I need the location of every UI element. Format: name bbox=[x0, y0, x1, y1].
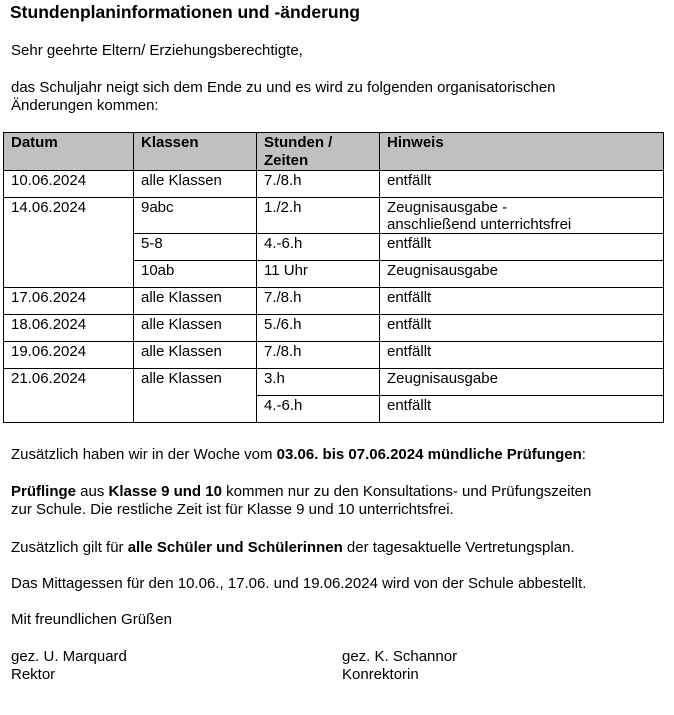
table-row bbox=[4, 198, 664, 234]
closing: Mit freundlichen Grüßen bbox=[11, 611, 172, 628]
signature-left bbox=[11, 648, 127, 684]
header-datum: Datum bbox=[4, 133, 134, 171]
header-stunden-line-2: Zeiten bbox=[264, 152, 309, 169]
pupils-bold-1: Prüflinge bbox=[11, 483, 77, 500]
substitution-suffix: der tagesaktuelle Vertretungsplan. bbox=[342, 539, 575, 556]
cell-hinweis-line-1: Zeugnisausgabe - bbox=[387, 199, 508, 216]
page-title: Stundenplaninformationen und -änderung bbox=[10, 2, 360, 22]
header-stunden bbox=[257, 133, 380, 171]
pupils-paragraph bbox=[11, 483, 591, 519]
signature-right bbox=[342, 648, 457, 684]
cell-hinweis: entfällt bbox=[380, 288, 664, 315]
substitution-bold: alle Schüler und Schülerinnen bbox=[127, 539, 343, 556]
cell-datum: 10.06.2024 bbox=[4, 171, 134, 198]
cell-hinweis: Zeugnisausgabe bbox=[380, 261, 664, 288]
header-hinweis: Hinweis bbox=[380, 133, 664, 171]
cell-hinweis: entfällt bbox=[380, 315, 664, 342]
signature-right-role: Konrektorin bbox=[342, 666, 419, 683]
exams-prefix: Zusätzlich haben wir in der Woche vom bbox=[11, 446, 277, 463]
cell-klassen: alle Klassen bbox=[134, 342, 257, 369]
intro-line-2: Änderungen kommen: bbox=[11, 97, 159, 114]
cell-stunden: 7./8.h bbox=[257, 171, 380, 198]
cell-datum: 18.06.2024 bbox=[4, 315, 134, 342]
cell-hinweis: entfällt bbox=[380, 234, 664, 261]
cell-stunden: 3.h bbox=[257, 369, 380, 396]
cell-klassen: alle Klassen bbox=[134, 369, 257, 423]
cell-hinweis bbox=[380, 198, 664, 234]
cell-datum: 19.06.2024 bbox=[4, 342, 134, 369]
cell-klassen: 5-8 bbox=[134, 234, 257, 261]
pupils-bold-2: Klasse 9 und 10 bbox=[108, 483, 222, 500]
greeting: Sehr geehrte Eltern/ Erziehungsberechtigte, bbox=[11, 42, 303, 59]
cell-hinweis: entfällt bbox=[380, 396, 664, 423]
intro-text bbox=[11, 79, 556, 115]
exams-bold: 03.06. bis 07.06.2024 mündliche Prüfungen bbox=[276, 446, 582, 463]
signature-left-name: gez. U. Marquard bbox=[11, 648, 127, 665]
table-row bbox=[4, 171, 664, 198]
intro-line-1: das Schuljahr neigt sich dem Ende zu und es wird zu folgenden organisatorischen bbox=[11, 79, 556, 96]
cell-klassen: alle Klassen bbox=[134, 288, 257, 315]
cell-hinweis: entfällt bbox=[380, 342, 664, 369]
table-row bbox=[4, 288, 664, 315]
cell-stunden: 7./8.h bbox=[257, 342, 380, 369]
table-row bbox=[4, 342, 664, 369]
cell-klassen: 10ab bbox=[134, 261, 257, 288]
exams-paragraph bbox=[11, 446, 586, 464]
cell-hinweis: entfällt bbox=[380, 171, 664, 198]
cell-stunden: 11 Uhr bbox=[257, 261, 380, 288]
cell-klassen: alle Klassen bbox=[134, 315, 257, 342]
cell-stunden: 1./2.h bbox=[257, 198, 380, 234]
table-header-row bbox=[4, 133, 664, 171]
cell-datum: 21.06.2024 bbox=[4, 369, 134, 423]
header-klassen: Klassen bbox=[134, 133, 257, 171]
cell-stunden: 7./8.h bbox=[257, 288, 380, 315]
cell-datum: 14.06.2024 bbox=[4, 198, 134, 288]
signature-left-role: Rektor bbox=[11, 666, 56, 683]
header-stunden-line-1: Stunden / bbox=[264, 134, 333, 151]
cell-klassen: 9abc bbox=[134, 198, 257, 234]
signature-right-name: gez. K. Schannor bbox=[342, 648, 458, 665]
cell-klassen: alle Klassen bbox=[134, 171, 257, 198]
pupils-text-1: aus bbox=[76, 483, 109, 500]
cell-hinweis: Zeugnisausgabe bbox=[380, 369, 664, 396]
cell-stunden: 4.-6.h bbox=[257, 234, 380, 261]
cell-hinweis-line-2: anschließend unterrichtsfrei bbox=[387, 216, 572, 233]
schedule-table bbox=[3, 132, 664, 423]
cell-stunden: 5./6.h bbox=[257, 315, 380, 342]
table-row bbox=[4, 315, 664, 342]
pupils-line-2: zur Schule. Die restliche Zeit ist für Klasse 9 und 10 unterrichtsfrei. bbox=[11, 501, 454, 518]
exams-suffix: : bbox=[581, 446, 586, 463]
pupils-text-2: kommen nur zu den Konsultations- und Prüfungszeiten bbox=[221, 483, 592, 500]
substitution-paragraph bbox=[11, 539, 575, 557]
cell-stunden: 4.-6.h bbox=[257, 396, 380, 423]
cell-datum: 17.06.2024 bbox=[4, 288, 134, 315]
substitution-prefix: Zusätzlich gilt für bbox=[11, 539, 128, 556]
lunch-paragraph: Das Mittagessen für den 10.06., 17.06. und 19.06.2024 wird von der Schule abbestellt. bbox=[11, 575, 587, 592]
table-row bbox=[4, 369, 664, 396]
